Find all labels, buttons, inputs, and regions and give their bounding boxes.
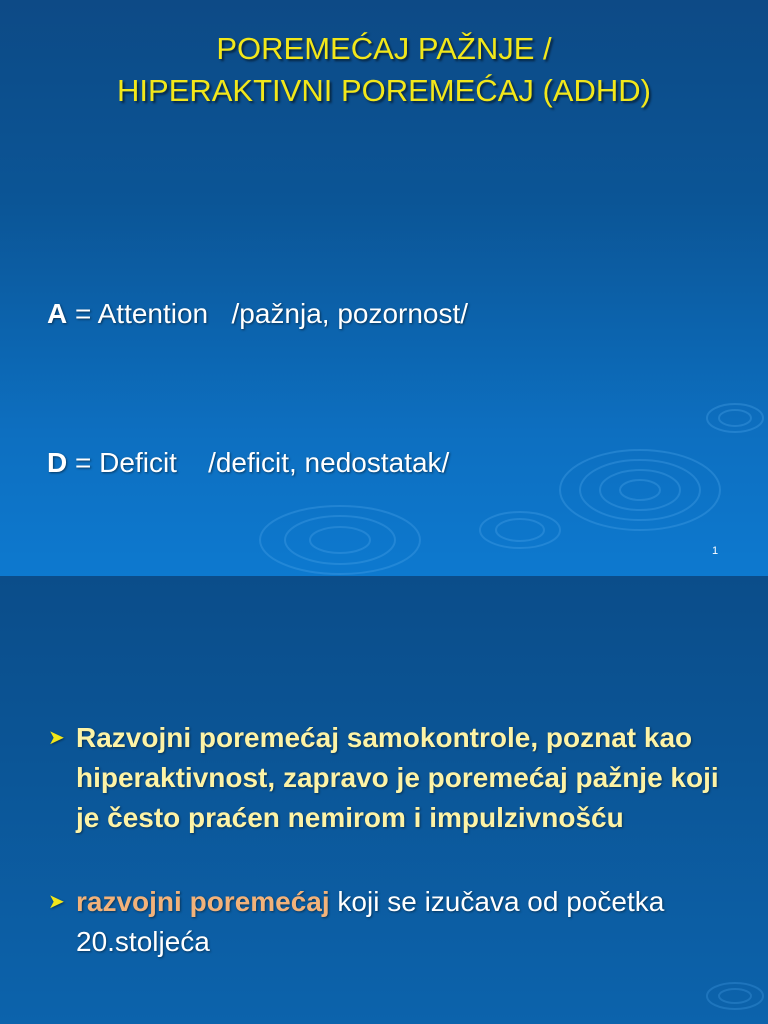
slide-2 bbox=[0, 576, 768, 1024]
arrow-bullet-icon: ➤ bbox=[48, 891, 65, 913]
definition-text: Attention /pažnja, pozornost/ bbox=[97, 298, 469, 329]
bullet-item bbox=[48, 718, 748, 838]
bullet-text: Razvojni poremećaj samokontrole, poznat kao hiperaktivnost, zapravo je poremećaj pažnje koji je često praćen nemirom i impulzivnošću bbox=[76, 722, 719, 833]
bullet-list bbox=[48, 718, 748, 962]
bullet-highlight: razvojni poremećaj bbox=[76, 886, 330, 917]
equals-sign: = bbox=[67, 446, 100, 478]
slide-number: 1 bbox=[712, 545, 719, 557]
equals-sign: = bbox=[67, 298, 98, 329]
acronym-letter: A bbox=[47, 298, 68, 329]
slide-title bbox=[0, 28, 768, 112]
definition-item bbox=[47, 289, 468, 339]
acronym-definition-list bbox=[47, 190, 468, 576]
title-line-2: HIPERAKTIVNI POREMEĆAJ (ADHD) bbox=[117, 73, 651, 108]
arrow-bullet-icon: ➤ bbox=[48, 727, 65, 749]
acronym-letter: D bbox=[47, 446, 68, 478]
definition-text: Deficit /deficit, nedostatak/ bbox=[99, 446, 450, 478]
bullet-text: koji se izučava od početka 20.stoljeća bbox=[76, 886, 665, 957]
definition-item bbox=[47, 438, 468, 488]
bullet-item bbox=[48, 882, 748, 962]
title-line-1: POREMEĆAJ PAŽNJE / bbox=[216, 31, 552, 66]
